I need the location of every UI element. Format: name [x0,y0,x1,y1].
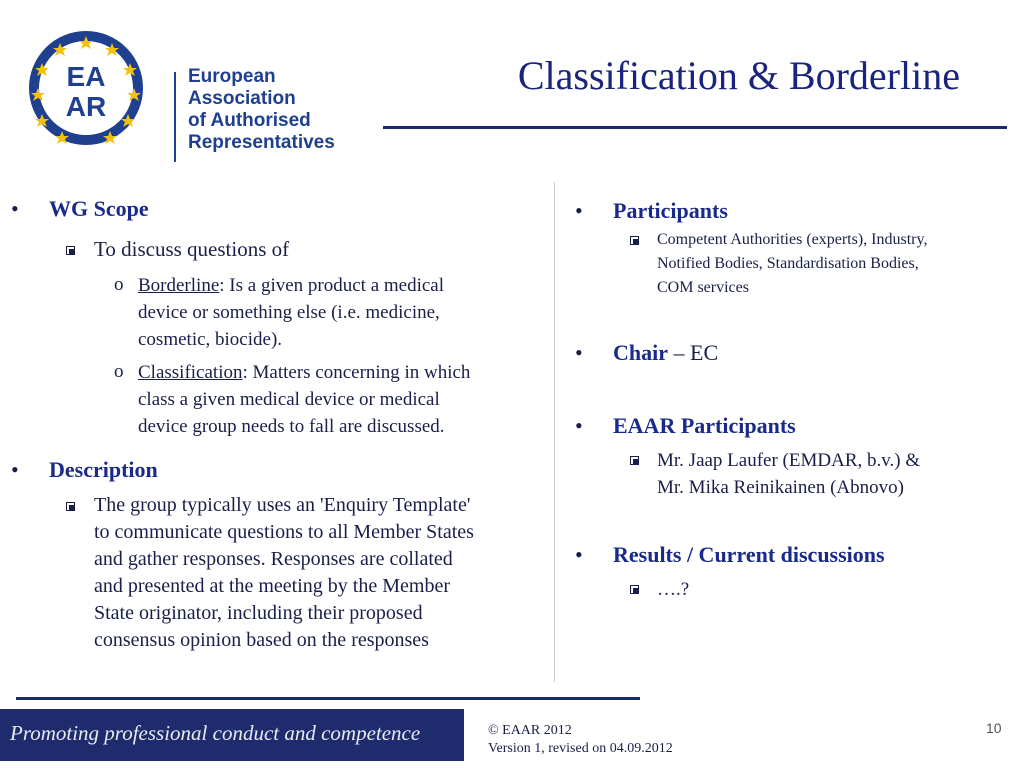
chair-value: – EC [668,340,719,365]
borderline-term: Borderline [138,275,220,296]
bullet-dot-icon: • [11,457,19,482]
classification-text: : Matters concerning in which [242,362,471,383]
footer-copyright [488,722,673,758]
bullet-description [11,457,158,483]
participants-line: Notified Bodies, Standardisation Bodies, [657,255,919,272]
footer-tagline: Promoting professional conduct and competence [10,721,421,745]
results-heading: Results / Current discussions [613,542,885,567]
copyright-text: © EAAR 2012 [488,723,572,738]
classification-term: Classification [138,362,243,383]
logo-separator [174,72,176,162]
results-item: ….? [657,579,690,600]
square-bullet-icon [630,585,639,594]
logo-line: of Authorised [188,110,311,131]
borderline-text: cosmetic, biocide). [138,329,283,350]
footer-tagline-band [0,709,464,761]
bullet-dot-icon: • [11,196,19,221]
bullet-chair [575,340,719,366]
bullet-dot-icon: • [575,542,583,567]
eaar-participants-item [657,447,1017,501]
bullet-dot-icon: • [575,198,583,223]
eaar-logo [26,30,336,153]
footer-rule [16,697,640,700]
classification-item [138,359,548,440]
classification-text: device group needs to fall are discussed. [138,416,445,437]
badge-line-1: EA [66,61,106,92]
bullet-dot-icon: • [575,413,583,438]
eaar-line: Mr. Mika Reinikainen (Abnovo) [657,477,904,498]
logo-line: European [188,66,276,87]
description-line: and gather responses. Responses are collated [94,548,453,570]
description-line: consensus opinion based on the responses [94,629,429,651]
slide-title: Classification & Borderline [517,53,960,98]
badge-line-2: AR [65,91,107,122]
bullet-participants [575,198,728,224]
title-underline [383,126,1007,129]
square-bullet-icon [630,236,639,245]
classification-text: class a given medical device or medical [138,389,440,410]
logo-wordmark [188,66,335,154]
version-text: Version 1, revised on 04.09.2012 [488,741,673,756]
borderline-text: : Is a given product a medical [219,275,445,296]
logo-line: Representatives [188,132,335,153]
bullet-results [575,542,885,568]
description-line: and presented at the meeting by the Member [94,575,450,597]
borderline-text: device or something else (i.e. medicine, [138,302,440,323]
page-number: 10 [986,720,1002,736]
circle-bullet-icon: o [114,361,124,382]
eaar-participants-heading: EAAR Participants [613,413,796,438]
description-line: to communicate questions to all Member States [94,521,474,543]
description-line: State originator, including their proposed [94,602,423,624]
participants-line: Competent Authorities (experts), Industry, [657,231,928,248]
description-line: The group typically uses an 'Enquiry Template' [94,494,471,516]
bullet-wg-scope [11,196,149,222]
eaar-badge-icon [26,30,146,146]
participants-heading: Participants [613,198,728,223]
wg-scope-heading: WG Scope [49,196,149,221]
eaar-line: Mr. Jaap Laufer (EMDAR, b.v.) & [657,450,921,471]
description-item [94,492,549,654]
logo-line: Association [188,88,296,109]
square-bullet-icon [66,246,75,255]
column-divider [554,182,555,682]
circle-bullet-icon: o [114,274,124,295]
description-heading: Description [49,457,158,482]
bullet-dot-icon: • [575,340,583,365]
borderline-item [138,272,548,353]
bullet-eaar-participants [575,413,796,439]
participants-item [657,228,1017,300]
square-bullet-icon [66,502,75,511]
discuss-item: To discuss questions of [94,237,290,261]
chair-label: Chair [613,340,668,365]
participants-line: COM services [657,279,749,296]
square-bullet-icon [630,456,639,465]
